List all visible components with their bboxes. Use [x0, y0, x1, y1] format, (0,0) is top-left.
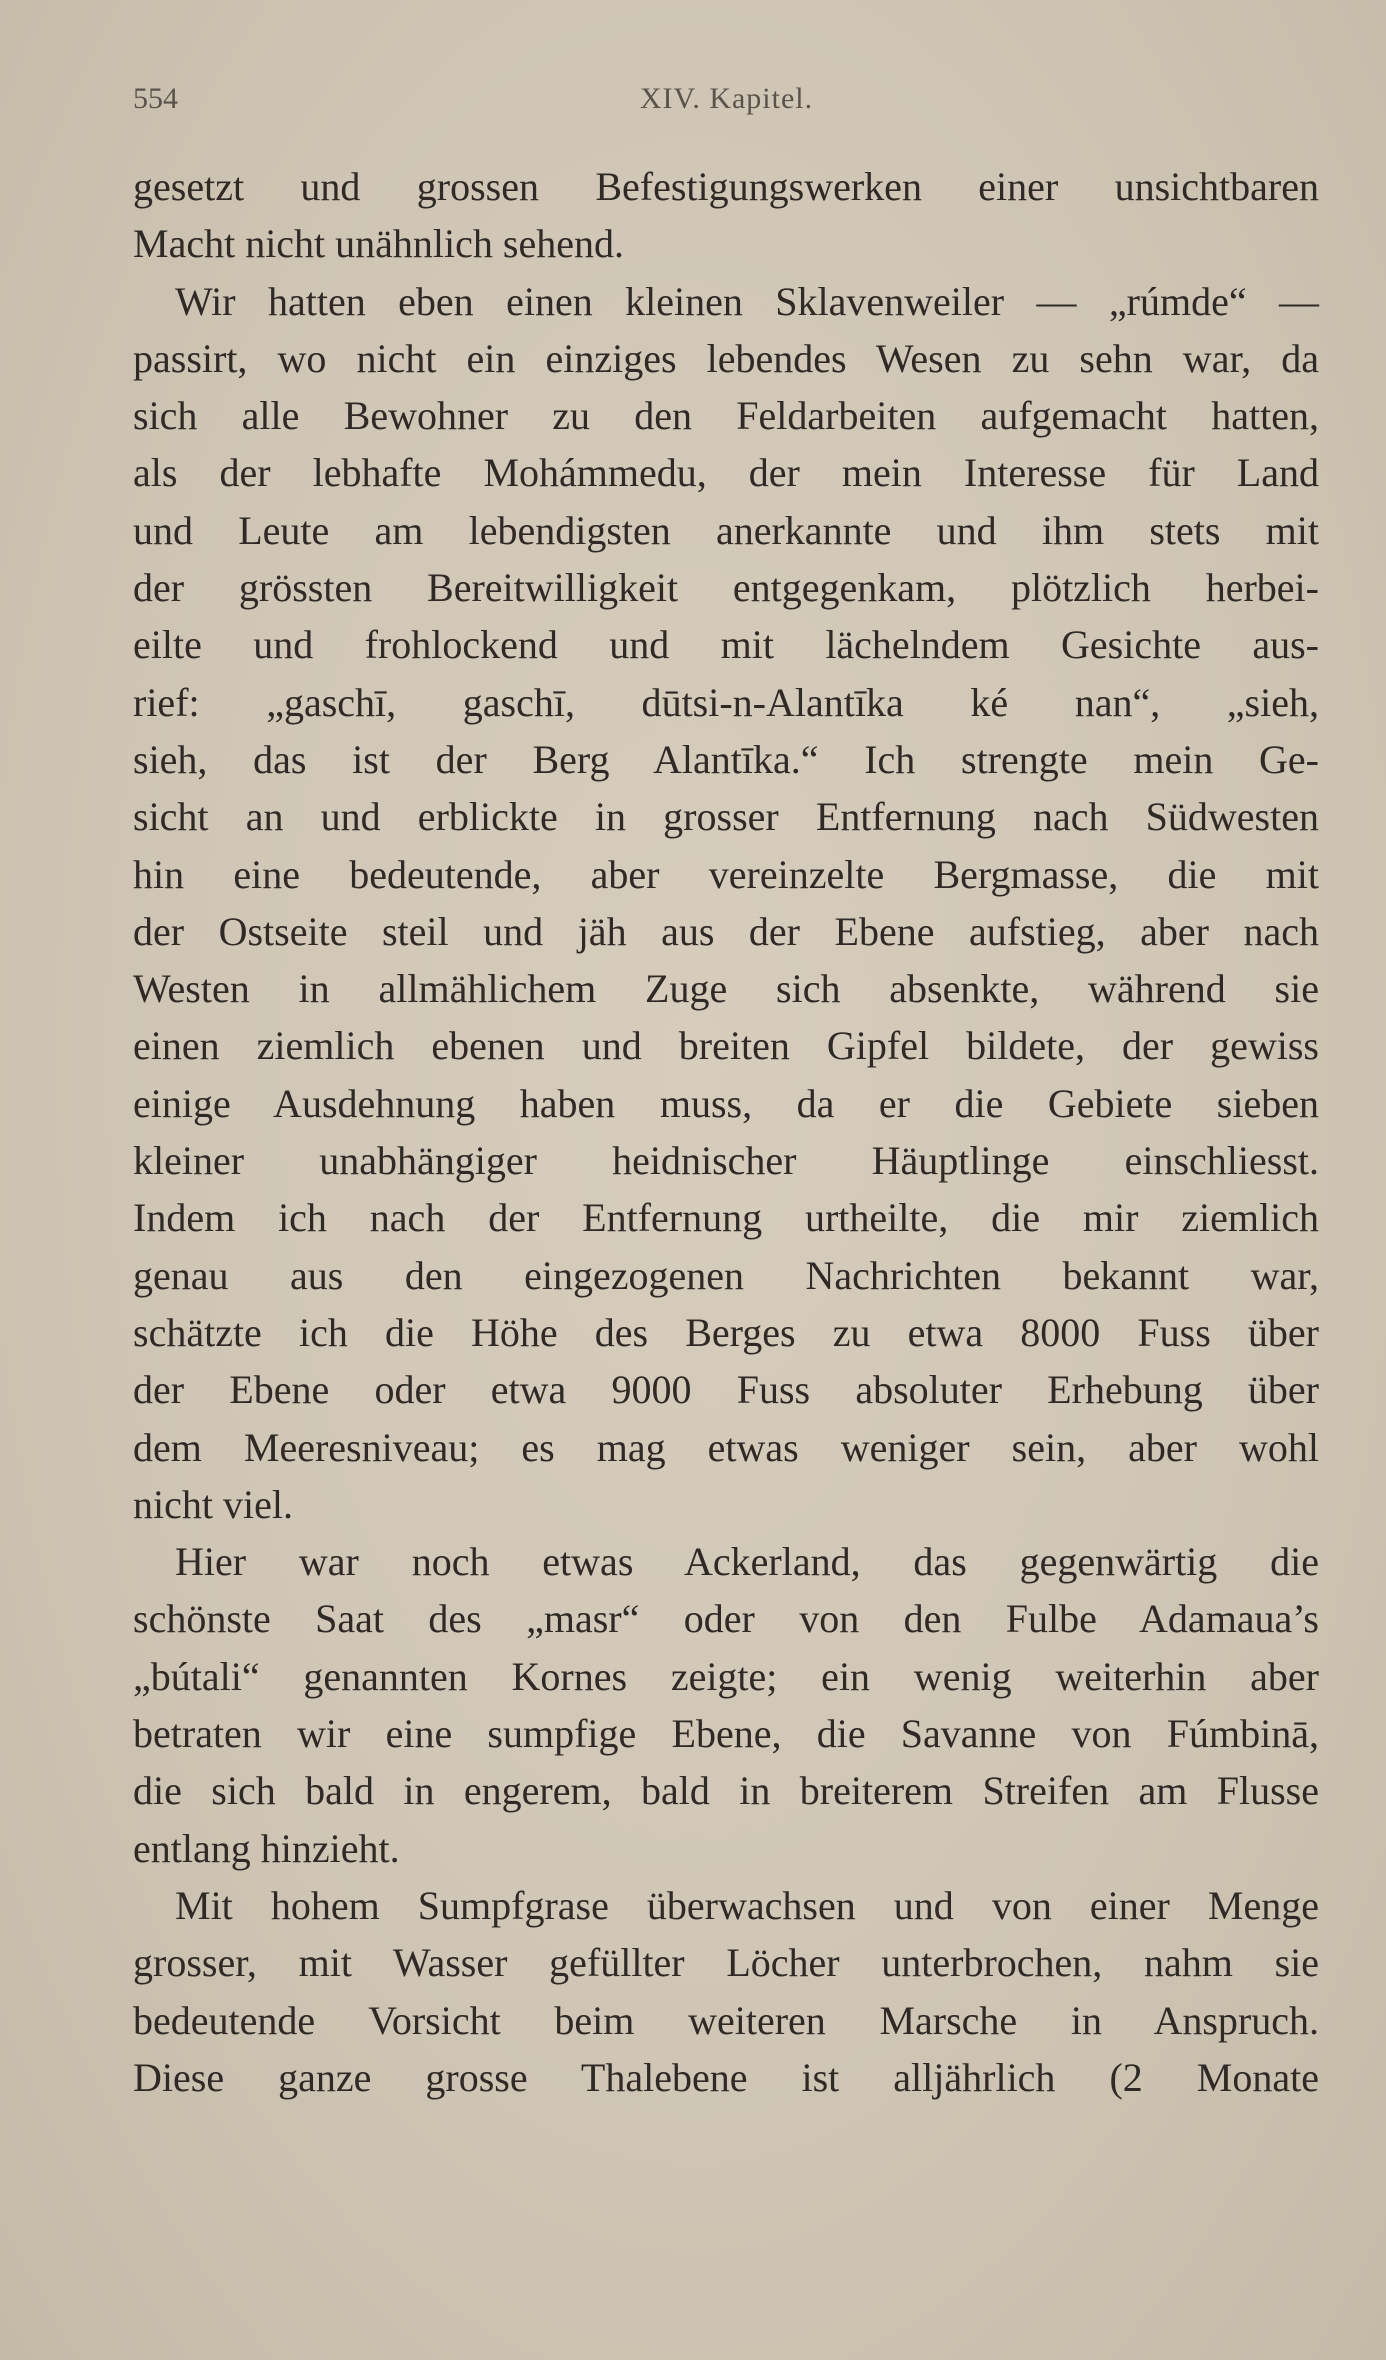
text-line: bedeutende Vorsicht beim weiteren Marsche in Anspruch.: [133, 1997, 1319, 2043]
text-line: „bútali“ genannten Kornes zeigte; ein wenig weiterhin aber: [133, 1653, 1319, 1699]
text-line: entlang hinzieht.: [133, 1825, 400, 1871]
text-line: passirt, wo nicht ein einziges lebendes Wesen zu sehn war, da: [133, 335, 1319, 381]
text-line: kleiner unabhängiger heidnischer Häuptlinge einschliesst.: [133, 1138, 1319, 1184]
text-line: schönste Saat des „masr“ oder von den Fulbe Adamaua’s: [133, 1596, 1319, 1642]
text-line: nicht viel.: [133, 1481, 293, 1527]
text-line: dem Meeresniveau; es mag etwas weniger sein, aber wohl: [133, 1424, 1319, 1470]
running-head: [133, 82, 1320, 132]
text-line: schätzte ich die Höhe des Berges zu etwa 8000 Fuss über: [133, 1309, 1319, 1355]
text-line: grosser, mit Wasser gefüllter Löcher unterbrochen, nahm sie: [133, 1940, 1319, 1986]
text-line: genau aus den eingezogenen Nachrichten bekannt war,: [133, 1252, 1319, 1298]
text-line: rief: „gaschī, gaschī, dūtsi-n-Alantīka ké nan“, „sieh,: [133, 679, 1319, 725]
text-line: hin eine bedeutende, aber vereinzelte Bergmasse, die mit: [133, 851, 1319, 897]
text-line: Wir hatten eben einen kleinen Sklavenweiler — „rúmde“ —: [175, 278, 1319, 324]
text-line: der Ebene oder etwa 9000 Fuss absoluter Erhebung über: [133, 1367, 1319, 1413]
text-line: sich alle Bewohner zu den Feldarbeiten aufgemacht hatten,: [133, 393, 1319, 439]
text-line: Macht nicht unähnlich sehend.: [133, 221, 624, 267]
chapter-title: XIV. Kapitel.: [639, 82, 814, 115]
page-number: 554: [133, 82, 178, 115]
text-line: eilte und frohlockend und mit lächelndem Gesichte aus-: [133, 622, 1319, 668]
text-line: der Ostseite steil und jäh aus der Ebene aufstieg, aber nach: [133, 908, 1319, 954]
text-line: Diese ganze grosse Thalebene ist alljährlich (2 Monate: [133, 2054, 1319, 2100]
text-line: einige Ausdehnung haben muss, da er die Gebiete sieben: [133, 1080, 1319, 1126]
text-line: der grössten Bereitwilligkeit entgegenkam, plötzlich herbei-: [133, 565, 1319, 611]
text-line: Mit hohem Sumpfgrase überwachsen und von einer Menge: [175, 1882, 1319, 1928]
text-line: sieh, das ist der Berg Alantīka.“ Ich strengte mein Ge-: [133, 736, 1319, 782]
text-line: die sich bald in engerem, bald in breiterem Streifen am Flusse: [133, 1768, 1319, 1814]
text-line: sicht an und erblickte in grosser Entfernung nach Südwesten: [133, 794, 1319, 840]
text-line: einen ziemlich ebenen und breiten Gipfel bildete, der gewiss: [133, 1023, 1319, 1069]
text-line: und Leute am lebendigsten anerkannte und ihm stets mit: [133, 507, 1319, 553]
text-line: gesetzt und grossen Befestigungswerken einer unsichtbaren: [133, 164, 1319, 209]
text-line: als der lebhafte Mohámmedu, der mein Interesse für Land: [133, 450, 1319, 496]
text-line: betraten wir eine sumpfige Ebene, die Savanne von Fúmbinā,: [133, 1711, 1319, 1757]
text-line: Indem ich nach der Entfernung urtheilte, die mir ziemlich: [133, 1195, 1319, 1241]
text-line: Hier war noch etwas Ackerland, das gegenwärtig die: [175, 1539, 1319, 1585]
text-line: Westen in allmählichem Zuge sich absenkte, während sie: [133, 966, 1319, 1012]
body-text: [133, 158, 1319, 2106]
